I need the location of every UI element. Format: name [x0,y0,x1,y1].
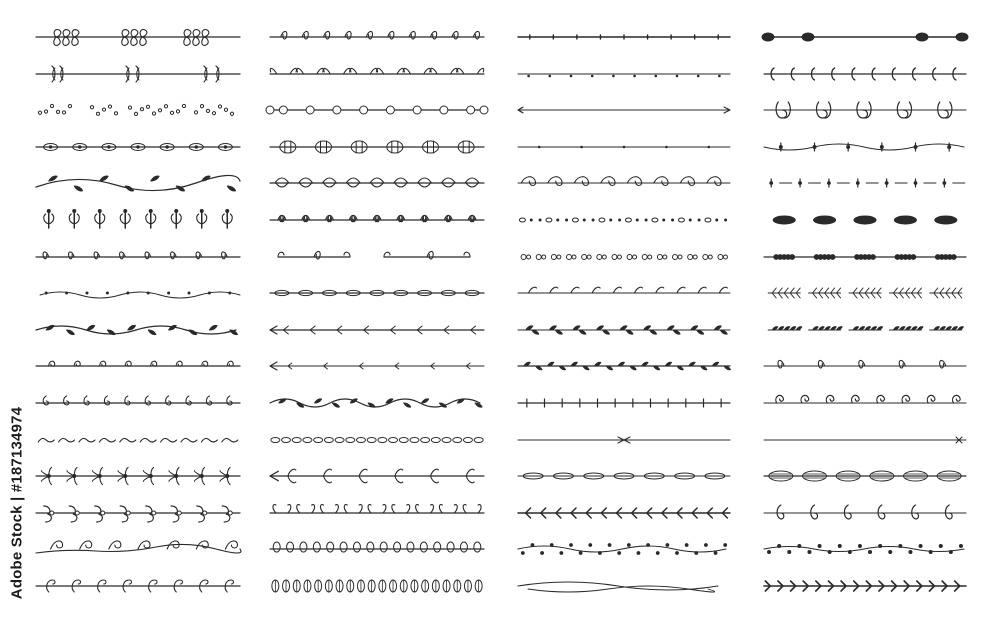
divider-dotted-scroll [38,104,233,115]
divider-ring-bars [270,141,484,153]
divider-thin-arrow [518,107,730,113]
divider-sprig-pairs [36,66,240,82]
divider-beaded-ovals [36,144,240,151]
divider-curl-singles [764,360,966,368]
divider-oval-chain [271,438,483,443]
divider-arrow-sprig [270,469,484,483]
divider-curl-chain [36,252,240,259]
divider-dash-dots [770,179,965,187]
divider-ring-chain [266,106,488,114]
divider-leaf-branch [518,362,730,370]
divider-leaf-clusters [518,326,730,334]
divider-vine-leaves [36,325,238,334]
divider-sprig-dense [270,505,484,513]
divider-dot-garland [518,544,727,555]
divider-arrow-leaves [270,326,484,334]
divider-barrel-beads [270,178,484,187]
divider-flourish-scroll [518,177,730,186]
divider-trefoil-clusters [36,30,240,46]
divider-link-chain [270,290,484,295]
divider-oval-beads [272,580,482,592]
divider-arrow-fine [270,362,484,370]
divider-leafy-vine [36,175,240,191]
divider-flourish-curls [270,31,484,39]
divider-scroll-pairs [764,505,966,519]
divider-rosette-sprigs [36,506,240,522]
divider-dot-dash [519,218,726,222]
divider-scroll-hooks [36,361,240,366]
divider-branch-sprigs [768,288,962,298]
divider-tick-line [518,35,730,39]
stock-watermark-text: Adobe Stock | #187134974 [8,406,26,600]
divider-curl-hooks [764,68,966,80]
divider-floral-scroll [270,215,484,221]
divider-dot-garland-2 [764,545,964,554]
divider-curl-drops [36,580,240,592]
divider-bead-clusters [764,255,966,260]
divider-leaf-arrows [518,508,730,518]
divider-spiral-swash [36,541,241,553]
divider-hook-chain [36,396,240,405]
divider-sprig-scatter [518,287,730,293]
divider-dot-line [518,74,730,77]
divider-arrow-fletch [764,581,966,591]
divider-bold-drops [762,33,968,41]
divider-lens-beads [764,471,966,481]
divider-drop-wave [764,143,964,151]
divider-plain-thin [518,146,730,148]
divider-cross-ends [764,437,966,443]
divider-wavy-dots [40,292,240,298]
divider-loop-scrolls [764,102,966,118]
divider-oval-swash [518,582,718,592]
divider-curl-leaves [764,395,966,403]
divider-dashed-scroll [38,438,238,442]
divider-lens-chain [518,473,730,479]
divider-loop-beads [270,542,484,552]
divider-fleur-stems [44,210,232,229]
divider-leaf-rosettes [36,467,240,484]
stock-watermark [6,383,28,623]
divider-sprig-row [270,68,484,74]
divider-branch-pairs [768,327,963,330]
divider-feather-blocks [773,216,957,224]
divider-fine-cross [518,437,730,443]
divider-tick-marks [518,399,730,407]
divider-ring-dots [521,255,727,260]
divider-ornate-vine [270,399,482,407]
divider-scroll-blocks [278,251,470,259]
